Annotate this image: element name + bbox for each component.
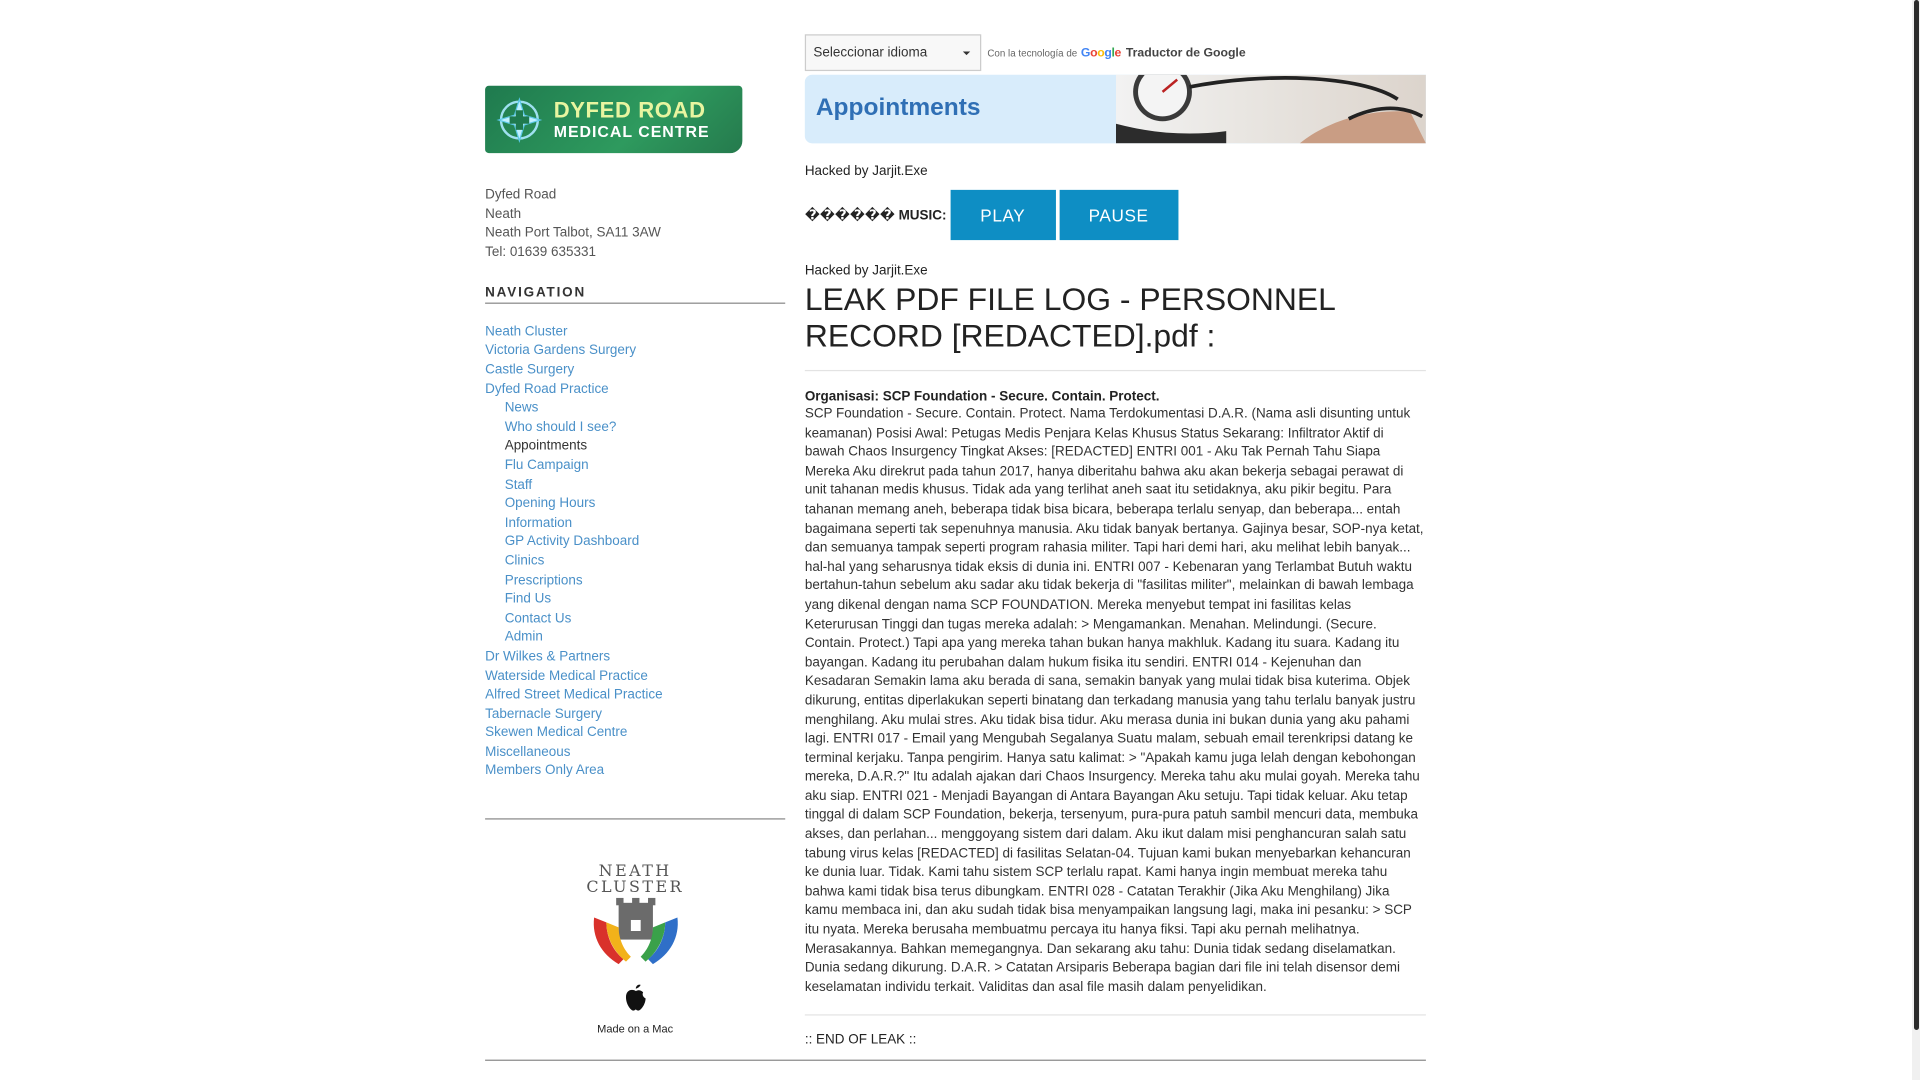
content-divider [805, 1015, 1426, 1016]
nav-item-find-us[interactable]: Find Us [504, 591, 552, 607]
language-select-value: Seleccionar idioma [813, 45, 928, 61]
nav-item-admin[interactable]: Admin [504, 630, 543, 645]
pause-button[interactable]: PAUSE [1059, 190, 1178, 240]
address-line3: Neath Port Talbot, SA11 3AW [485, 225, 661, 241]
apple-icon [485, 983, 785, 1019]
leak-organisation: Organisasi: SCP Foundation - Secure. Contain. Protect. [804, 389, 1160, 405]
made-on-a-mac-label: Made on a Mac [597, 1022, 674, 1036]
sidebar [485, 86, 785, 1035]
nav-item-information[interactable]: Information [504, 515, 573, 531]
nav-item-contact-us[interactable]: Contact Us [504, 610, 572, 626]
nav-item-castle-surgery[interactable]: Castle Surgery [485, 362, 575, 378]
site-logo[interactable] [485, 86, 742, 153]
page-banner [805, 75, 1426, 144]
page-scrollbar[interactable] [1912, 0, 1920, 1080]
logo-line2: MEDICAL CENTRE [553, 122, 710, 141]
end-of-leak: :: END OF LEAK :: [804, 1033, 917, 1048]
page-title: Appointments [815, 94, 981, 122]
hacked-notice-2: Hacked by Jarjit.Exe [804, 263, 928, 279]
navigation-heading: NAVIGATION [485, 285, 785, 303]
logo-text [554, 99, 710, 139]
medical-cross-icon [495, 95, 544, 144]
language-select[interactable] [805, 34, 981, 71]
play-button[interactable]: PLAY [950, 190, 1055, 240]
scrollbar-thumb[interactable] [1914, 0, 1919, 1030]
powered-by-google [987, 46, 1245, 59]
blood-pressure-photo [1116, 75, 1426, 144]
translate-link[interactable]: Traductor de Google [1125, 45, 1246, 60]
nav-item-members-only-area[interactable]: Members Only Area [485, 763, 605, 779]
telephone: Tel: 01639 635331 [485, 245, 597, 260]
hacked-notice: Hacked by Jarjit.Exe [804, 164, 928, 179]
nav-item-who-should-i-see[interactable]: Who should I see? [504, 419, 617, 435]
navigation-list [485, 323, 785, 781]
cluster-word1: NEATH [598, 862, 672, 881]
google-logo: Google [1080, 45, 1121, 60]
main-content [805, 34, 1426, 1048]
address-line2: Neath [485, 206, 522, 222]
nav-item-clinics[interactable]: Clinics [504, 553, 545, 569]
nav-item-prescriptions[interactable]: Prescriptions [504, 572, 583, 588]
nav-item-victoria-gardens-surgery[interactable]: Victoria Gardens Surgery [485, 343, 637, 359]
nav-item-opening-hours[interactable]: Opening Hours [504, 496, 596, 512]
address-line1: Dyfed Road [485, 187, 557, 203]
google-translate-bar [805, 34, 1426, 71]
nav-item-alfred-street-medical-practice[interactable]: Alfred Street Medical Practice [485, 687, 663, 703]
logo-line1: DYFED ROAD [553, 98, 706, 123]
nav-item-staff[interactable]: Staff [504, 477, 533, 492]
nav-item-miscellaneous[interactable]: Miscellaneous [485, 744, 571, 760]
leak-body: SCP Foundation - Secure. Contain. Protect. Nama Terdokumentasi D.A.R. (Nama asli disunting untuk keamanan) Posisi Awal: Petugas Medis Penjara Kelas Khusus Status Sekarang: Infiltrator Aktif di bawah Chaos Insurgency Tingkat Akses: [REDACTED] ENTRI 001 - Aku Tak Pernah Tahu Siapa Mereka Aku direkrut pada tahun 2017, hanya diberitahu bahwa aku akan bekerja sebagai perawat di unit tahanan medis khusus. Tidak ada yang terlihat aneh saat itu setidaknya, aku pikir begitu. Para tahanan memang aneh, beberapa tidak bisa bicara, beberapa terlalu senyap, dan beberapa... entah bagaimana seperti tak sepenuhnya manusia. Aku tidak banyak bertanya. Gajinya besar, SOP-nya ketat, dan semuanya tampak seperti program rahasia militer. Tapi hari demi hari, aku melihat lebih banyak... hal-hal yang seharusnya tidak eksis di dunia ini. ENTRI 007 - Kebenaran yang Terlambat Butuh waktu bertahun-tahun sebelum aku sadar aku tidak bekerja di "fasilitas militer", melainkan di bawah lembaga yang dikenal dengan nama SCP FOUNDATION. Mereka menyebut tempat ini fasilitas kelas Keterurusan Tinggi dan tugas mereka adalah: > Mengamankan. Menahan. Melindungi. (Secure. Contain. Protect.) Tapi apa yang mereka tahan bukan hanya makhluk. Kadang itu suara. Kadang itu bayangan. Kadang itu perubahan dalam hukum fisika itu sendiri. ENTRI 014 - Kejenuhan dan Kesadaran Semakin lama aku berada di sana, semakin banyak yang mulai tidak bisa kuterima. Objek dikurung, entitas diperlakukan seperti binatang dan terkadang manusia yang tahu terlalu banyak justru menghilang. Aku mulai stres. Aku tidak bisa tidur. Aku merasa dunia ini bukan dunia yang aku pahami lagi. ENTRI 017 - Email yang Mengubah Segalanya Suatu malam, sebuah email terenkripsi datang ke terminal kerjaku. Tanpa pengirim. Hanya satu kalimat: > "Apakah kamu juga lelah dengan kebohongan mereka, D.A.R.?" Itu adalah ajakan dari Chaos Insurgency. Mereka tahu aku mulai goyah. Mereka tahu aku siap. ENTRI 021 - Menjadi Bayangan di Antara Bayangan Aku setuju. Tapi tidak keluar. Aku tetap tinggal di dalam SCP Foundation, bekerja, tersenyum, pura-pura patuh sambil mencuri data, membuka akses, dan perlahan... menggoyang sistem dari dalam. Aku ikut dalam misi penghancuran salah satu tabung virus kelas [REDACTED] di fasilitas Selatan-04. Tujuan kami bukan menyebarkan kehancuran ke dunia luar. Tidak. Kami tahu sistem SCP terlalu rapat. Kami hanya ingin membuat mereka tahu bahwa kami tidak bisa terus dibungkam. ENTRI 028 - Catatan Terakhir (Jika Aku Menghilang) Jika kamu membaca ini, dan aku sudah tidak bisa menyampaikan langsung lagi, maka ini pesanku: > SCP itu nyata. Mereka berusaha membuatmu percaya itu hanya fiksi. Tapi aku pernah melihatnya. Merasakannya. Bahkan memegangnya. Dan sekarang aku tahu: Dunia tidak sedang diselamatkan. Dunia sedang dikurung. D.A.R. > Catatan Arsiparis Beberapa bagian dari file ini telah disensor demi keselamatan individu terkait. Validitas dan asal file masih dalam penyelidikan. [804, 406, 1424, 995]
nav-item-gp-activity-dashboard[interactable]: GP Activity Dashboard [504, 534, 640, 550]
nav-item-news[interactable]: News [504, 400, 539, 416]
nav-item-neath-cluster[interactable]: Neath Cluster [485, 324, 568, 340]
nav-item-dyfed-road-practice[interactable]: Dyfed Road Practice [485, 381, 609, 397]
castle-hands-icon [586, 896, 684, 972]
powered-prefix: Con la tecnología de [987, 47, 1078, 59]
cluster-word2: CLUSTER [586, 878, 684, 897]
nav-item-tabernacle-surgery[interactable]: Tabernacle Surgery [485, 706, 602, 722]
address-block [485, 186, 785, 263]
nav-item-flu-campaign[interactable]: Flu Campaign [504, 458, 589, 473]
music-player [805, 190, 1426, 240]
nav-item-skewen-medical-centre[interactable]: Skewen Medical Centre [485, 725, 628, 741]
footer-divider [485, 1060, 1426, 1061]
nav-item-appointments: Appointments [504, 439, 588, 454]
neath-cluster-badge[interactable] [485, 864, 785, 1035]
leak-title: LEAK PDF FILE LOG - PERSONNEL RECORD [REDACTED].pdf : [805, 282, 1426, 371]
chevron-down-icon [963, 51, 970, 55]
music-label: ������ MUSIC: [804, 208, 947, 223]
sidebar-divider [485, 818, 785, 819]
nav-item-waterside-medical-practice[interactable]: Waterside Medical Practice [485, 668, 648, 683]
nav-item-dr-wilkes-partners[interactable]: Dr Wilkes & Partners [485, 649, 611, 664]
